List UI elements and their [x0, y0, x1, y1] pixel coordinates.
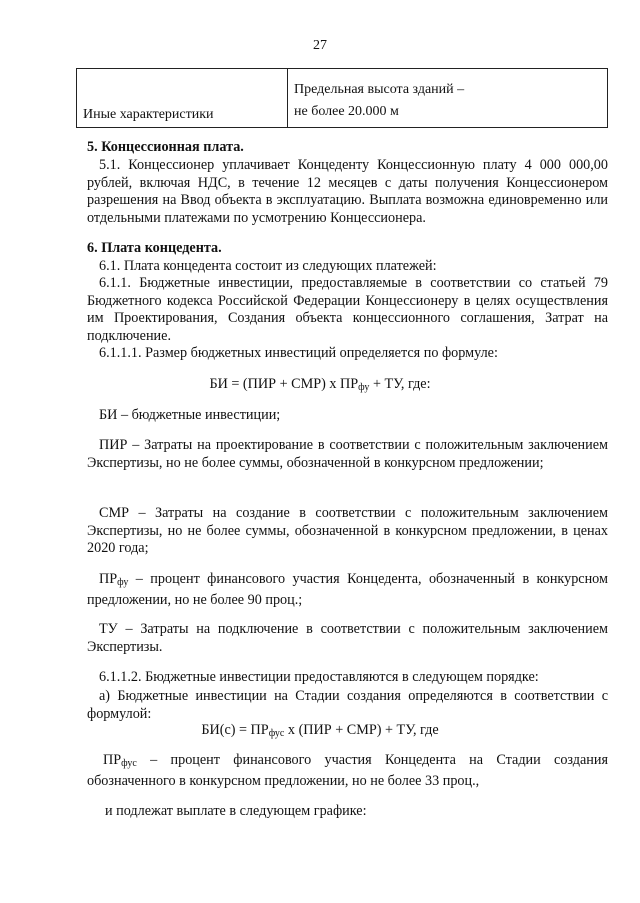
- table-cell-value: [288, 69, 608, 128]
- definition-bi: БИ – бюджетные инвестиции;: [99, 407, 281, 423]
- formula-budget-investments: БИ = (ПИР + СМР) х $ПР_{фу}$ + ТУ, где:: [209, 376, 431, 393]
- item-a-paragraph: а) Бюджетные инвестиции на Стадии создания определяются в соответствии с формулой:: [87, 688, 608, 722]
- formula-creation-stage: $БИ(с) = ПР_{фус}$ х (ПИР + СМР) + ТУ, где: [201, 722, 439, 739]
- section-6-1-paragraph: 6.1. Плата концедента состоит из следующих платежей:: [99, 258, 437, 274]
- schedule-intro: и подлежат выплате в следующем графике:: [105, 803, 367, 819]
- table-value-line-1: Предельная высота зданий –: [294, 82, 465, 97]
- section-6-1-1-paragraph: 6.1.1. Бюджетные инвестиции, предоставляемые в соответствии со статьей 79 Бюджетного кодекса Российской Федерации Концессионеру в целях осуществления им Проектирования, Создания объекта концессионного соглашения, Затрат на подключение.: [87, 275, 608, 344]
- definition-tu: ТУ – Затраты на подключение в соответствии с положительным заключением Экспертизы.: [87, 621, 608, 655]
- page-number: 27: [313, 38, 327, 53]
- characteristics-table: [76, 68, 608, 128]
- definition-pir: ПИР – Затраты на проектирование в соответствии с положительным заключением Экспертизы, но не более суммы, обозначенной в конкурсном предложении;: [87, 437, 608, 471]
- definition-prfus: $ПР_{фус}$ – процент финансового участия Концедента на Стадии создания обозначенного в конкурсном предложении, но не более 33 проц.,: [87, 752, 608, 789]
- section-5-1-paragraph: 5.1. Концессионер уплачивает Концеденту Концессионную плату 4 000 000,00 рублей, включая НДС, в течение 12 месяцев с даты получения Концессионером разрешения на Ввод объекта в эксплуатацию. Выплата возможна единовременно или отдельными платежами по усмотрению Концессионера.: [87, 157, 608, 226]
- table-value-line-2: не более 20.000 м: [294, 104, 399, 119]
- section-6-1-1-2-paragraph: 6.1.1.2. Бюджетные инвестиции предоставляются в следующем порядке:: [99, 669, 539, 685]
- table-cell-label: Иные характеристики: [77, 69, 288, 128]
- definition-smr: СМР – Затраты на создание в соответствии с положительным заключением Экспертизы, но не более суммы, обозначенной в конкурсном предложении, в ценах 2020 года;: [87, 505, 608, 557]
- section-6-heading: 6. Плата концедента.: [87, 240, 222, 256]
- table-row: [77, 69, 608, 128]
- section-5-heading: 5. Концессионная плата.: [87, 139, 244, 155]
- definition-prfu: $ПР_{фу}$ – процент финансового участия Концедента, обозначенный в конкурсном предложении, но не более 90 проц.;: [87, 571, 608, 608]
- section-6-1-1-1-paragraph: 6.1.1.1. Размер бюджетных инвестиций определяется по формуле:: [99, 345, 498, 361]
